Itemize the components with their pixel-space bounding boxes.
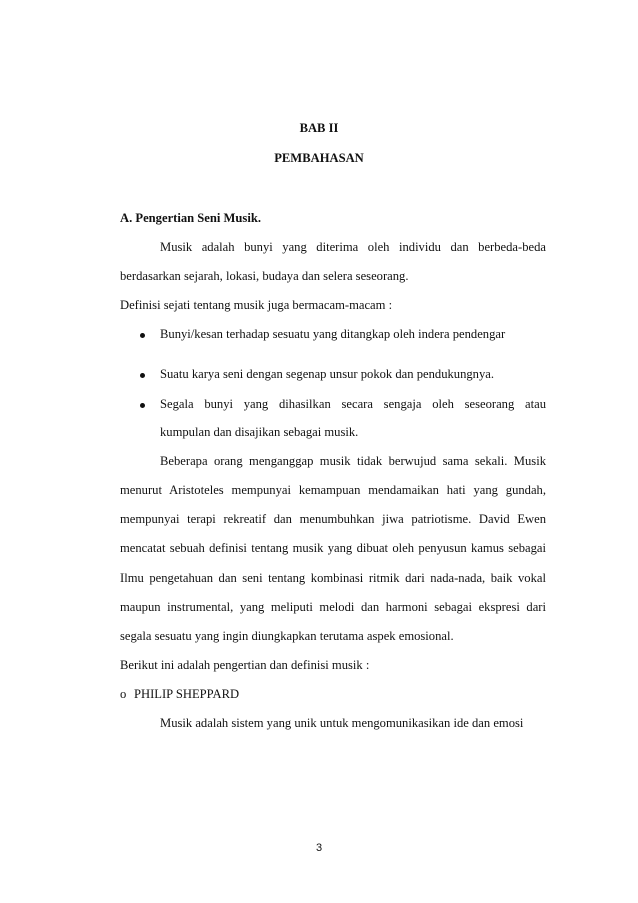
list-marker: o xyxy=(120,687,127,701)
bullet-icon xyxy=(140,373,145,378)
paragraph-line: mempunyai terapi rekreatif dan menumbuhkan jiwa patriotisme. David Ewen xyxy=(120,512,546,526)
subsection-heading: PHILIP SHEPPARD xyxy=(134,687,240,701)
paragraph-line: segala sesuatu yang ingin diungkapkan terutama aspek emosional. xyxy=(120,629,454,643)
bullet-item: Bunyi/kesan terhadap sesuatu yang ditangkap oleh indera pendengar xyxy=(160,327,506,341)
paragraph-line: Definisi sejati tentang musik juga bermacam-macam : xyxy=(120,298,393,312)
bullet-item-continuation: kumpulan dan disajikan sebagai musik. xyxy=(160,425,359,439)
paragraph-line: berdasarkan sejarah, lokasi, budaya dan selera seseorang. xyxy=(120,269,409,283)
paragraph-line: menurut Aristoteles mempunyai kemampuan mendamaikan hati yang gundah, xyxy=(120,483,546,497)
paragraph-line: maupun instrumental, yang meliputi melodi dan harmoni sebagai ekspresi dari xyxy=(120,600,546,614)
paragraph-line: mencatat sebuah definisi tentang musik yang dibuat oleh penyusun kamus sebagai xyxy=(120,541,546,555)
paragraph-line: Musik adalah sistem yang unik untuk mengomunikasikan ide dan emosi xyxy=(160,716,524,730)
chapter-title: BAB II xyxy=(299,121,339,135)
bullet-item: Suatu karya seni dengan segenap unsur pokok dan pendukungnya. xyxy=(160,367,495,381)
chapter-subtitle: PEMBAHASAN xyxy=(274,151,364,165)
paragraph-line: Musik adalah bunyi yang diterima oleh individu dan berbeda-beda xyxy=(160,240,546,254)
paragraph-line: Beberapa orang menganggap musik tidak berwujud sama sekali. Musik xyxy=(160,454,546,468)
bullet-icon xyxy=(140,403,145,408)
section-heading: A. Pengertian Seni Musik. xyxy=(120,211,261,225)
paragraph-line: Ilmu pengetahuan dan seni tentang kombinasi ritmik dari nada-nada, baik vokal xyxy=(120,571,546,585)
page-number: 3 xyxy=(315,842,323,854)
paragraph-line: Berikut ini adalah pengertian dan definisi musik : xyxy=(120,658,370,672)
bullet-item: Segala bunyi yang dihasilkan secara sengaja oleh seseorang atau xyxy=(160,397,546,411)
bullet-icon xyxy=(140,333,145,338)
